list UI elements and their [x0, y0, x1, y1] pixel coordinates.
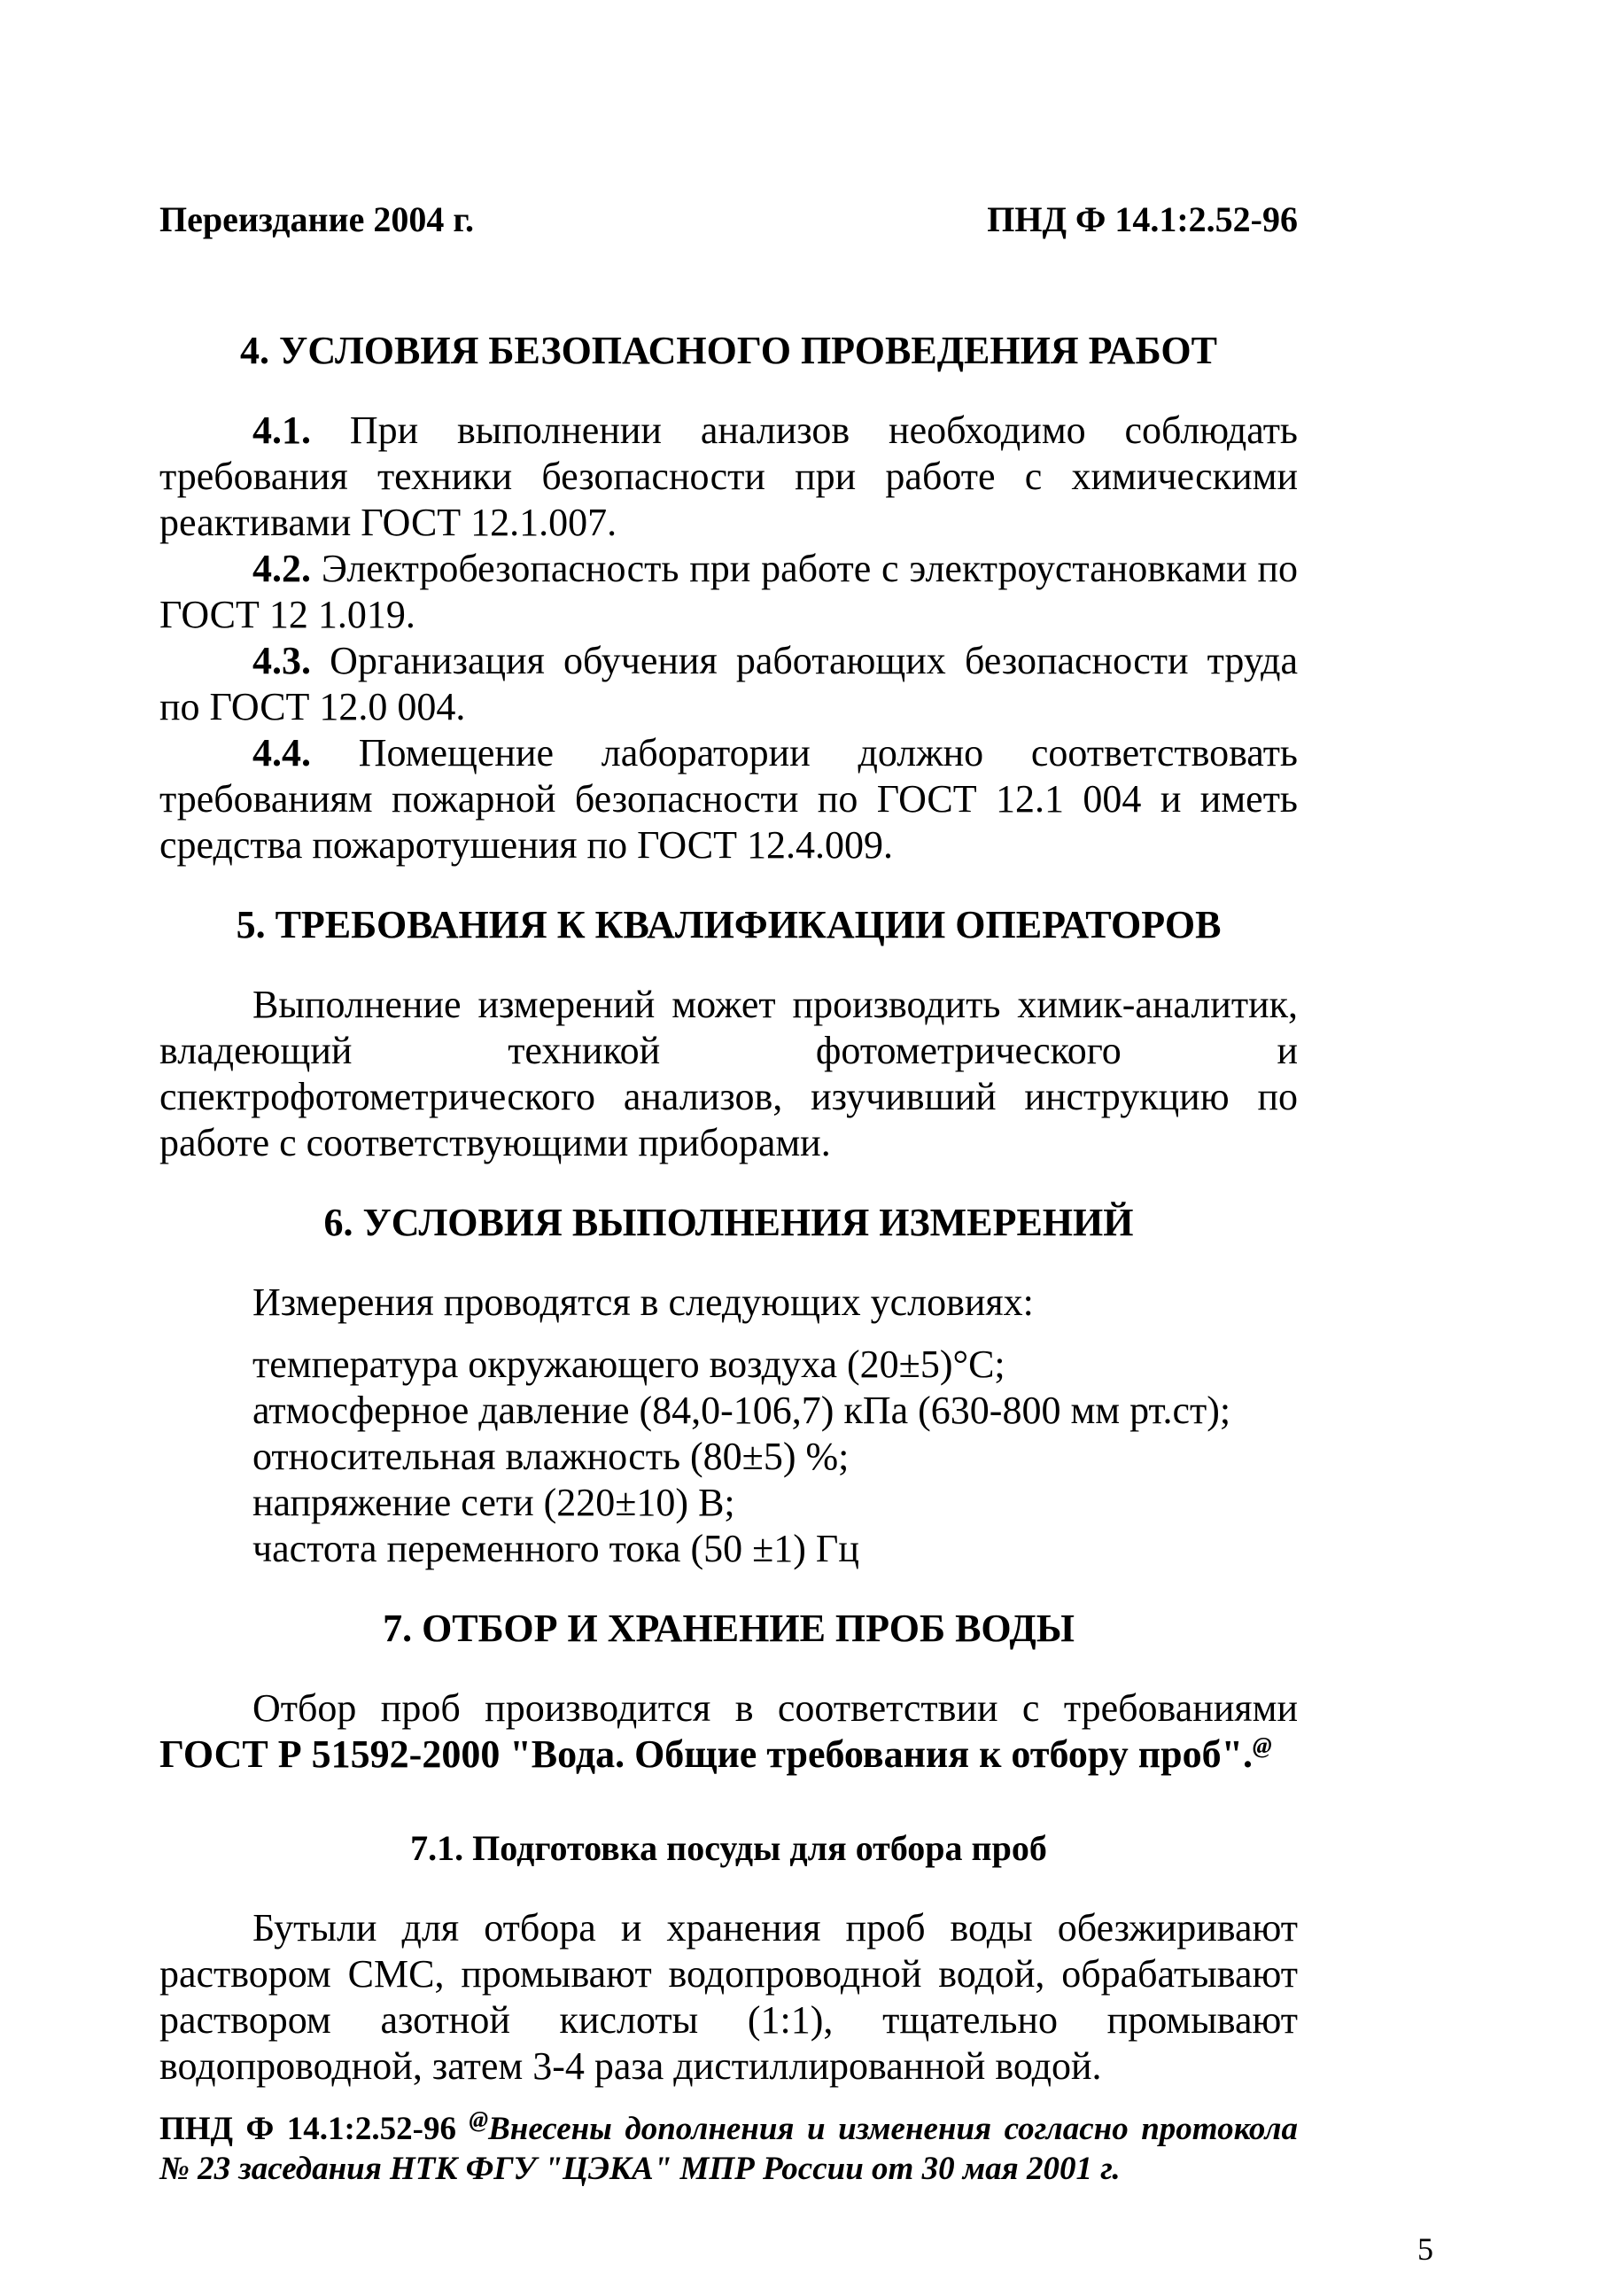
condition-voltage: напряжение сети (220±10) В;	[252, 1481, 735, 1524]
section-7-text-plain: Отбор проб производится в соответствии с требованиями	[252, 1686, 1298, 1730]
page-content	[159, 328, 1298, 2090]
item-text: Помещение лаборатории должно соответствовать требованиям пожарной безопасности по ГОСТ 12.1 004 и иметь средства пожаротушения по ГОСТ 12.4.009.	[159, 731, 1298, 867]
footnote	[159, 2106, 1299, 2189]
conditions-list	[252, 1342, 1298, 1572]
section-6-intro: Измерения проводятся в следующих условиях:	[252, 1280, 1034, 1324]
section-7-1-text: Бутыли для отбора и хранения проб воды обезжиривают раствором СМС, промывают водопроводной водой, обрабатывают раствором азотной кислоты (1:1), тщательно промывают водопроводной, затем 3-4 раза дистиллированной водой.	[159, 1906, 1298, 2088]
item-text: Электробезопасность при работе с электроустановками по ГОСТ 12 1.019.	[159, 547, 1298, 636]
item-number: 4.2.	[252, 547, 311, 590]
condition-pressure: атмосферное давление (84,0-106,7) кПа (630-800 мм рт.ст);	[252, 1389, 1231, 1432]
section-4-item-4	[159, 730, 1298, 868]
section-4-item-3	[159, 638, 1298, 730]
section-7-1-title: 7.1. Подготовка посуды для отбора проб	[410, 1828, 1047, 1868]
footnote-mark: @	[469, 2106, 489, 2133]
section-5-text: Выполнение измерений может производить химик-аналитик, владеющий техникой фотометрического и спектрофотометрического анализов, изучивший инструкцию по работе с соответствующими приборами.	[159, 983, 1298, 1164]
item-text: При выполнении анализов необходимо соблюдать требования техники безопасности при работе с химическими реактивами ГОСТ 12.1.007.	[159, 409, 1298, 544]
item-text: Организация обучения работающих безопасности труда по ГОСТ 12.0 004.	[159, 639, 1298, 728]
condition-humidity: относительная влажность (80±5) %;	[252, 1435, 850, 1478]
section-7-title: 7. ОТБОР И ХРАНЕНИЕ ПРОБ ВОДЫ	[383, 1607, 1075, 1650]
condition-frequency: частота переменного тока (50 ±1) Гц	[252, 1527, 859, 1570]
section-4-item-1	[159, 408, 1298, 546]
section-5-title: 5. ТРЕБОВАНИЯ К КВАЛИФИКАЦИИ ОПЕРАТОРОВ	[236, 903, 1222, 946]
item-number: 4.4.	[252, 731, 311, 774]
header-edition: Переиздание 2004 г.	[159, 199, 474, 239]
footnote-text: Внесены дополнения и изменения согласно протокола № 23 заседания НТК ФГУ "ЦЭКА" МПР России от 30 мая 2001 г.	[159, 2111, 1299, 2187]
section-4-item-2	[159, 546, 1298, 638]
item-number: 4.3.	[252, 639, 311, 682]
condition-temperature: температура окружающего воздуха (20±5)°С;	[252, 1343, 1005, 1386]
section-4-title: 4. УСЛОВИЯ БЕЗОПАСНОГО ПРОВЕДЕНИЯ РАБОТ	[240, 329, 1217, 372]
footnote-ref: ПНД Ф 14.1:2.52-96	[159, 2111, 470, 2147]
page-number: 5	[1417, 2231, 1433, 2267]
section-7-text-standard: ГОСТ Р 51592-2000 "Вода. Общие требования к отбору проб".	[159, 1732, 1254, 1776]
amendment-mark: @	[1253, 1732, 1272, 1759]
section-6-title: 6. УСЛОВИЯ ВЫПОЛНЕНИЯ ИЗМЕРЕНИЙ	[323, 1201, 1134, 1244]
item-number: 4.1.	[252, 409, 311, 452]
header-document-code: ПНД Ф 14.1:2.52-96	[987, 199, 1298, 239]
section-7-text	[159, 1685, 1298, 1778]
